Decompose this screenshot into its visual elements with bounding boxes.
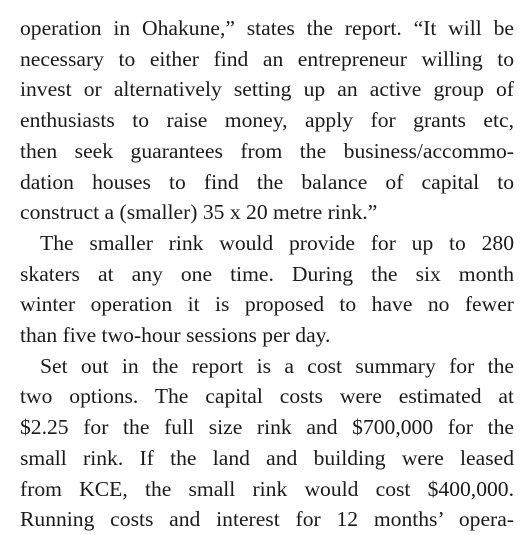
article-column (20, 13, 514, 535)
text-line: The smaller rink would provide for up to 280 (40, 230, 514, 255)
text-line: two options. The capital costs were estimated at (20, 384, 514, 409)
text-line: enthusiasts to raise money, apply for grants etc, (20, 108, 514, 133)
text-line: invest or alternatively setting up an active group of (20, 77, 514, 102)
text-line: Set out in the report is a cost summary for the (40, 353, 514, 378)
text-line: skaters at any one time. During the six month (20, 261, 514, 286)
text-line: Running costs and interest for 12 months’ opera- (20, 507, 514, 532)
paragraph-2 (20, 228, 514, 351)
text-line: construct a (smaller) 35 x 20 metre rink.” (20, 200, 378, 225)
text-line: from KCE, the small rink would cost $400,000. (20, 476, 514, 501)
text-line: necessary to either find an entrepreneur willing to (20, 46, 514, 71)
paragraph-1 (20, 13, 514, 228)
text-line: than five two-hour sessions per day. (20, 323, 331, 348)
text-line: then seek guarantees from the business/accommo- (20, 138, 514, 163)
text-line: $2.25 for the full size rink and $700,000 for the (20, 415, 514, 440)
text-line: dation houses to find the balance of capital to (20, 169, 514, 194)
text-line: winter operation it is proposed to have no fewer (20, 292, 514, 317)
text-line: operation in Ohakune,” states the report. “It will be (20, 16, 514, 40)
text-line: small rink. If the land and building were leased (20, 445, 514, 470)
paragraph-3 (20, 351, 514, 535)
